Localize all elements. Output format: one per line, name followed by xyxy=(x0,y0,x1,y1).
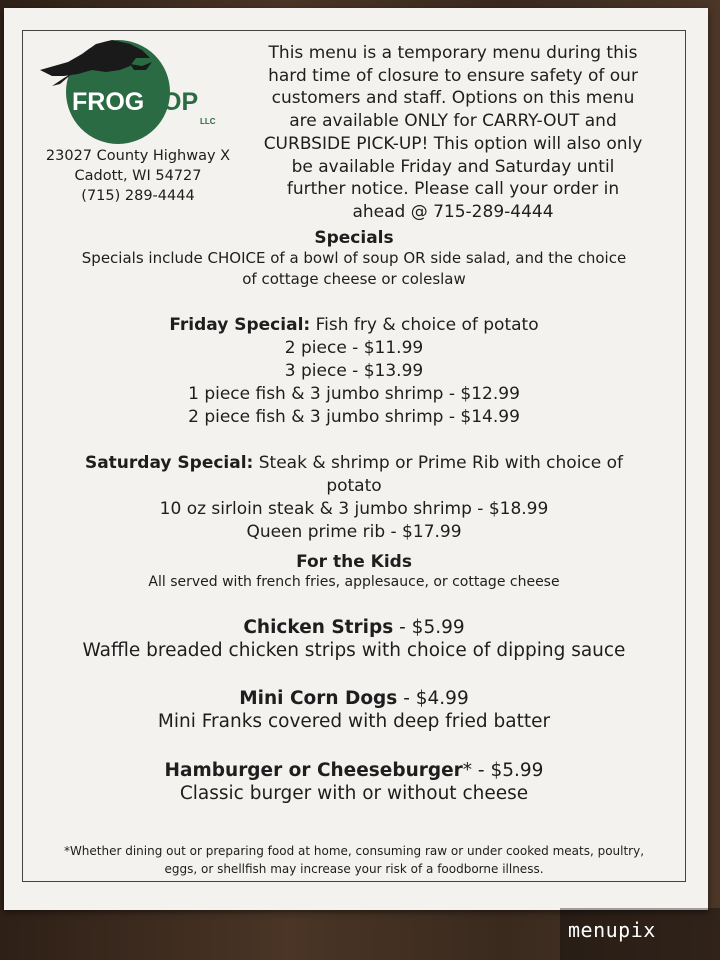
intro-line: are available ONLY for CARRY-OUT and xyxy=(289,111,617,132)
kids-item-desc: Mini Franks covered with deep fried batter xyxy=(157,711,551,732)
intro-line: hard time of closure to ensure safety of our xyxy=(268,65,638,86)
address-city: Cadott, WI 54727 xyxy=(74,168,202,184)
kids-item-name: Hamburger or Cheeseburger xyxy=(164,760,463,781)
friday-special-title xyxy=(24,314,684,337)
saturday-special-desc: Steak & shrimp or Prime Rib with choice of xyxy=(253,453,624,473)
specials-section xyxy=(24,228,684,290)
specials-heading: Specials xyxy=(314,228,394,248)
kids-item-desc: Waffle breaded chicken strips with choice of dipping sauce xyxy=(82,640,626,661)
kids-heading: For the Kids xyxy=(296,552,412,572)
disclaimer-line: *Whether dining out or preparing food at home, consuming raw or under cooked meats, poultry, xyxy=(63,844,645,858)
friday-special-section xyxy=(24,314,684,429)
kids-item-price: * - $5.99 xyxy=(462,760,544,781)
kids-item xyxy=(24,687,684,733)
intro-line: ahead @ 715-289-4444 xyxy=(352,201,554,222)
friday-special-label: Friday Special: xyxy=(169,315,311,335)
intro-line: This menu is a temporary menu during this xyxy=(268,43,638,63)
logo-word-frog: FROG xyxy=(72,88,145,116)
disclaimer-line: eggs, or shellfish may increase your risk of a foodborne illness. xyxy=(164,862,544,876)
kids-item xyxy=(24,759,684,805)
logo-suffix: LLC xyxy=(200,117,216,126)
intro-line: be available Friday and Saturday until xyxy=(291,156,615,177)
logo-word-hop: HOP xyxy=(144,88,199,116)
menu-item: 3 piece - $13.99 xyxy=(284,361,424,381)
kids-item xyxy=(24,616,684,662)
intro-notice xyxy=(248,42,658,224)
specials-description: Specials include CHOICE of a bowl of soup OR side salad, and the choice xyxy=(81,249,627,267)
kids-item-price: - $4.99 xyxy=(397,688,469,709)
menu-item: 1 piece fish & 3 jumbo shrimp - $12.99 xyxy=(188,384,520,404)
intro-line: CURBSIDE PICK-UP! This option will also only xyxy=(263,133,643,154)
menupix-watermark xyxy=(560,908,720,960)
watermark-text: menupix xyxy=(568,918,656,942)
saturday-special-title xyxy=(24,452,684,475)
saturday-special-section xyxy=(24,452,684,544)
menu-item: 2 piece fish & 3 jumbo shrimp - $14.99 xyxy=(188,407,520,427)
menu-item: 10 oz sirloin steak & 3 jumbo shrimp - $18.99 xyxy=(159,499,549,519)
kids-item-name: Mini Corn Dogs xyxy=(239,688,398,709)
saturday-special-label: Saturday Special: xyxy=(84,453,254,473)
saturday-special-desc: potato xyxy=(326,476,382,496)
intro-line: further notice. Please call your order in xyxy=(286,179,620,200)
kids-description: All served with french fries, applesauce, or cottage cheese xyxy=(148,574,560,590)
kids-item-price: - $5.99 xyxy=(393,617,465,638)
intro-line: customers and staff. Options on this menu xyxy=(271,88,635,109)
address-phone: (715) 289-4444 xyxy=(81,188,195,204)
specials-description: of cottage cheese or coleslaw xyxy=(242,270,466,288)
menu-item: Queen prime rib - $17.99 xyxy=(246,522,462,542)
kids-item-desc: Classic burger with or without cheese xyxy=(179,783,529,804)
kids-section xyxy=(24,552,684,592)
address-block xyxy=(30,146,246,206)
food-safety-disclaimer xyxy=(24,842,684,878)
friday-special-desc: Fish fry & choice of potato xyxy=(310,315,539,335)
menu-item: 2 piece - $11.99 xyxy=(284,338,424,358)
address-street: 23027 County Highway X xyxy=(45,148,231,164)
frog-hop-logo xyxy=(34,36,234,146)
kids-item-name: Chicken Strips xyxy=(243,617,394,638)
